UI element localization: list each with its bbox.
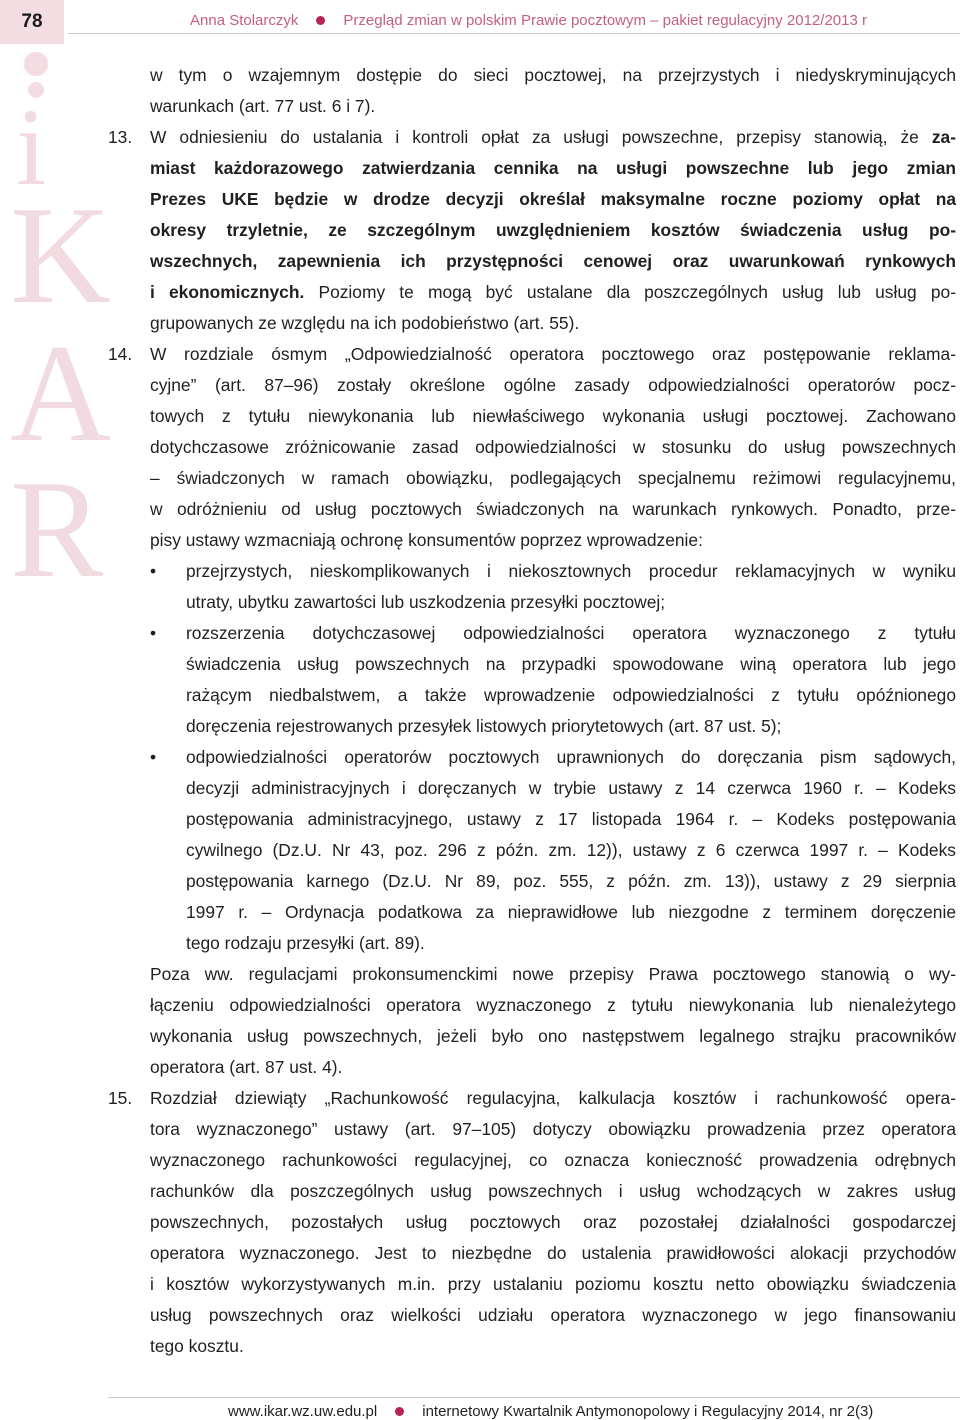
text-line <box>186 623 956 644</box>
text: W odniesieniu do ustalania i kontroli opłat za usługi powszechne, przepisy stanowią, że <box>150 127 919 147</box>
text: operatora wyznaczonego. Jest to niezbędne do ustalenia prawidłowości alokacji przychodów <box>150 1243 956 1263</box>
text: • <box>150 561 157 581</box>
text: • <box>150 747 157 767</box>
text: tego rodzaju przesyłki (art. 89). <box>186 933 425 953</box>
text: 15. <box>108 1088 133 1108</box>
text: wykonania usług powszechnych, jeżeli było ono następstwem legalnego strajku pracowników <box>150 1026 956 1046</box>
text-line <box>150 158 956 179</box>
text-line <box>150 1243 956 1264</box>
text-line <box>150 1026 956 1047</box>
text-line <box>150 1088 956 1109</box>
text-line <box>150 437 956 458</box>
text-line <box>150 1336 244 1357</box>
running-footer <box>228 1403 873 1420</box>
text: dotychczasowe zróżnicowanie zasad odpowiedzialności w stosunku do usług powszechnych <box>150 437 956 457</box>
text: 1997 r. – Ordynacja podatkowa za nieprawidłowe lub niezgodne z terminem doręczenie <box>186 902 956 922</box>
text: i kosztów wykorzystywanych m.in. przy ustalaniu poziomu kosztu netto obowiązku świadczenia <box>150 1274 956 1294</box>
text: wyznaczonego rachunkowości regulacyjnej, co oznacza konieczność prowadzenia odrębnych <box>150 1150 956 1170</box>
text-line <box>150 995 956 1016</box>
text: 13. <box>108 127 133 147</box>
text-line <box>150 1057 342 1078</box>
text-line <box>150 313 579 334</box>
text: postępowania karnego (Dz.U. Nr 89, poz. 555, z późn. zm. 13)), ustawy z 29 sierpnia <box>186 871 956 891</box>
text-line <box>186 592 665 613</box>
text-line <box>150 1150 956 1171</box>
side-letter-i: i <box>16 86 47 208</box>
text: świadczenia usług powszechnych na przypadki spowodowane winą operatora lub jego <box>186 654 956 674</box>
text-line <box>150 251 956 272</box>
text-line <box>150 406 956 427</box>
text-line <box>186 902 956 923</box>
text-line <box>150 375 956 396</box>
bold-text: miast każdorazowego zatwierdzania cennika na usługi powszechne lub jego zmian <box>150 158 956 178</box>
text-line <box>150 1119 956 1140</box>
bold-text: i ekonomicznych. <box>150 282 305 302</box>
text-line <box>186 654 956 675</box>
bold-text: okresy trzyletnie, ze szczególnym uwzględnieniem kosztów świadczenia usług po- <box>150 220 956 240</box>
header-title: Przegląd zmian w polskim Prawie pocztowym – pakiet regulacyjny 2012/2013 r <box>343 12 867 29</box>
side-letter-a: A <box>10 316 112 471</box>
text: w tym o wzajemnym dostępie do sieci pocztowej, na przejrzystych i niedyskryminujących <box>150 65 956 85</box>
text: grupowanych ze względu na ich podobieństwo (art. 55). <box>150 313 580 333</box>
text: tora wyznaczonego” ustawy (art. 97–105) dotyczy obowiązku prowadzenia przez operatora <box>150 1119 956 1139</box>
text: cywilnego (Dz.U. Nr 43, poz. 296 z późn. zm. 12)), ustawy z 6 czerwca 1997 r. – Kodeks <box>186 840 956 860</box>
text: doręczenia rejestrowanych przesyłek listowych priorytetowych (art. 87 ust. 5); <box>186 716 782 736</box>
text: – świadczonych w ramach obowiązku, podlegających specjalnemu reżimowi regulacyjnemu, <box>150 468 956 488</box>
text-line <box>186 840 956 861</box>
bullet-marker <box>150 561 156 582</box>
text: warunkach (art. 77 ust. 6 i 7). <box>150 96 376 116</box>
text-line <box>150 530 703 551</box>
text-line <box>186 778 956 799</box>
text-line <box>150 189 956 210</box>
text: operatora (art. 87 ust. 4). <box>150 1057 343 1077</box>
text: cyjne” (art. 87–96) zostały określone ogólne zasady odpowiedzialności operatorów pocz- <box>150 375 956 395</box>
text-line <box>150 220 956 241</box>
text: rozszerzenia dotychczasowej odpowiedzialności operatora wyznaczonego z tytułu <box>186 623 956 643</box>
bold-text: za- <box>931 127 956 147</box>
footer-site: www.ikar.wz.uw.edu.pl <box>228 1403 378 1420</box>
bold-text: Prezes UKE będzie w drodze decyzji określał maksymalne roczne poziomy opłat na <box>150 189 956 209</box>
header-bullet <box>316 16 325 25</box>
text-line <box>150 282 956 303</box>
text-line <box>150 1305 956 1326</box>
bold-text: wszechnych, zapewnienia ich przystępności cenowej oraz uwarunkowań rynkowych <box>150 251 956 271</box>
text: decyzji administracyjnych i doręczanych w trybie ustawy z 14 czerwca 1960 r. – Kodeks <box>186 778 956 798</box>
text: • <box>150 623 157 643</box>
text-line <box>150 65 956 86</box>
text-line <box>150 96 375 117</box>
header-author: Anna Stolarczyk <box>190 12 299 29</box>
text-line <box>150 1181 956 1202</box>
bullet-marker <box>150 623 156 644</box>
text: pisy ustawy wzmacniają ochronę konsumentów poprzez wprowadzenie: <box>150 530 703 550</box>
text: w odróżnieniu od usług pocztowych świadczonych na warunkach rynkowych. Ponadto, prze- <box>150 499 956 519</box>
text: 14. <box>108 344 133 364</box>
text: rachunków dla poszczególnych usług powszechnych i usług wchodzących w zakres usług <box>150 1181 956 1201</box>
bullet-marker <box>150 747 156 768</box>
text: rażącym niedbalstwem, a także wprowadzenie odpowiedzialności z tytułu opóźnionego <box>186 685 956 705</box>
text: utraty, ubytku zawartości lub uszkodzenia przesyłki pocztowej; <box>186 592 666 612</box>
text-line <box>150 499 956 520</box>
footer-rule <box>108 1397 960 1398</box>
text-line <box>150 127 956 148</box>
text-line <box>150 1274 956 1295</box>
text: postępowania administracyjnego, ustawy z 17 listopada 1964 r. – Kodeks postępowania <box>186 809 956 829</box>
text-line <box>150 1212 956 1233</box>
text-line <box>186 685 956 706</box>
text: łączeniu odpowiedzialności operatora wyznaczonego z tytułu niewykonania lub nienależytego <box>150 995 956 1015</box>
text-line <box>186 809 956 830</box>
text-line <box>186 716 781 737</box>
text: tego kosztu. <box>150 1336 244 1356</box>
decorative-dot <box>24 52 48 76</box>
page-number: 78 <box>0 0 64 44</box>
footer-journal: internetowy Kwartalnik Antymonopolowy i Regulacyjny 2014, nr 2(3) <box>422 1403 874 1420</box>
text: Poza ww. regulacjami prokonsumenckimi nowe przepisy Prawa pocztowego stanowią o wy- <box>150 964 956 984</box>
item-number <box>108 1088 132 1109</box>
side-letter-k: K <box>10 178 112 333</box>
text: odpowiedzialności operatorów pocztowych uprawnionych do doręczania pism sądowych, <box>186 747 956 767</box>
text: Poziomy te mogą być ustalane dla poszczególnych usług lub usług po- <box>318 282 956 302</box>
text: Rozdział dziewiąty „Rachunkowość regulacyjna, kalkulacja kosztów i rachunkowość opera- <box>150 1088 956 1108</box>
text: usług powszechnych oraz wielkości udziału operatora wyznaczonego w jego finansowaniu <box>150 1305 956 1325</box>
text: towych z tytułu niewykonania lub niewłaściwego wykonania usługi pocztowej. Zachowano <box>150 406 956 426</box>
text: przejrzystych, nieskomplikowanych i niekosztownych procedur reklamacyjnych w wyniku <box>186 561 956 581</box>
running-header <box>190 12 867 29</box>
text-line <box>186 933 425 954</box>
item-number <box>108 344 132 365</box>
item-number <box>108 127 132 148</box>
text: powszechnych, pozostałych usług pocztowych oraz pozostałej działalności gospodarczej <box>150 1212 956 1232</box>
text-line <box>150 964 956 985</box>
footer-bullet <box>395 1407 404 1416</box>
header-rule <box>68 33 960 34</box>
text-line <box>186 561 956 582</box>
text-line <box>150 344 956 365</box>
text-line <box>186 747 956 768</box>
text-line <box>186 871 956 892</box>
text-line <box>150 468 956 489</box>
text: W rozdziale ósmym „Odpowiedzialność operatora pocztowego oraz postępowanie reklama- <box>150 344 956 364</box>
decorative-sidebar <box>0 0 120 1420</box>
side-letter-r: R <box>10 452 104 607</box>
